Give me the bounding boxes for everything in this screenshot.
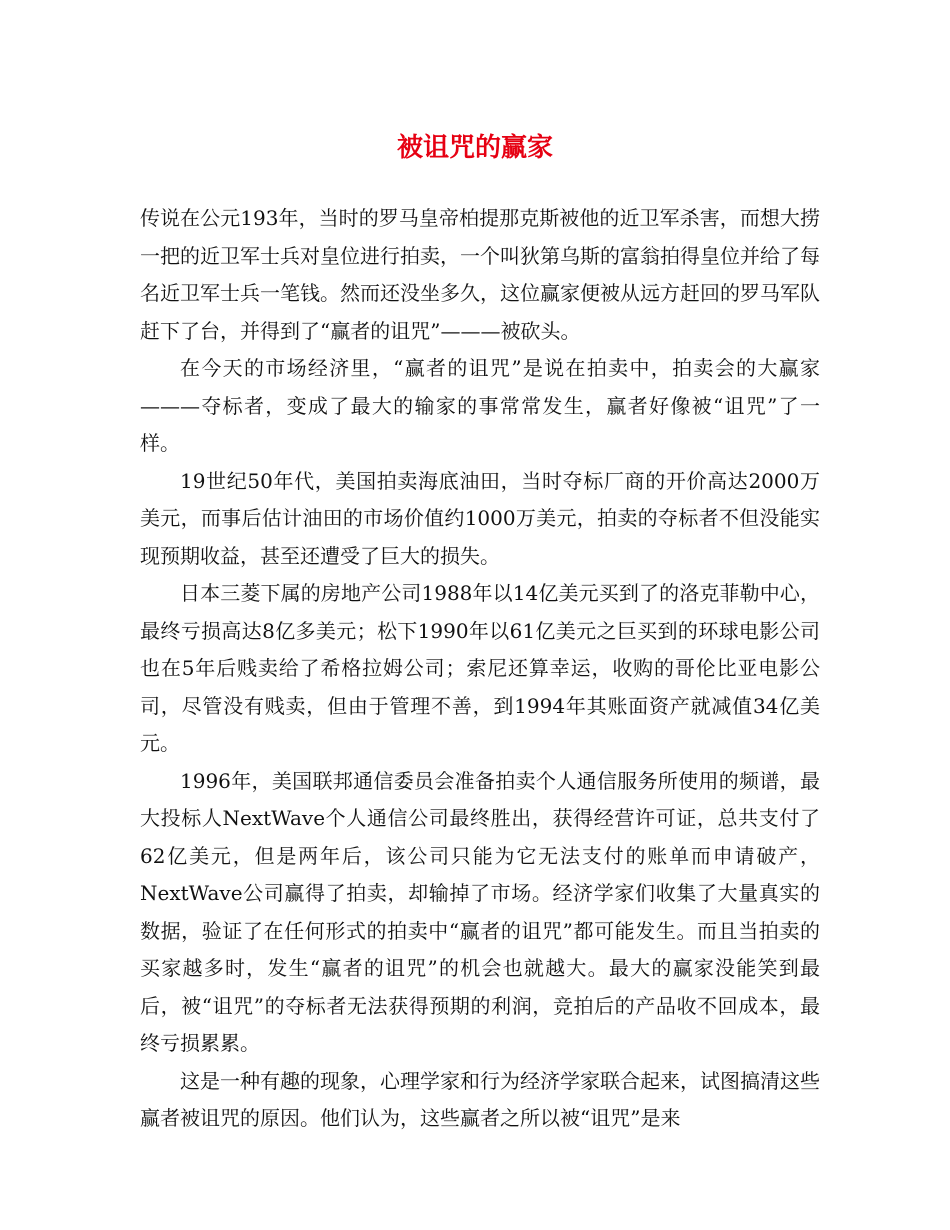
paragraph-6: 这是一种有趣的现象，心理学家和行为经济学家联合起来，试图搞清这些赢者被诅咒的原因。他们认为，这些赢者之所以被“诅咒”是来 xyxy=(140,1068,820,1130)
paragraph-2: 在今天的市场经济里，“赢者的诅咒”是说在拍卖中，拍卖会的大赢家———夺标者，变成了最大的输家的事常常发生，赢者好像被“诅咒”了一样。 xyxy=(140,356,820,455)
paragraph-4: 日本三菱下属的房地产公司1988年以14亿美元买到了的洛克菲勒中心，最终亏损高达8亿多美元；松下1990年以61亿美元之巨买到的环球电影公司也在5年后贱卖给了希格拉姆公司；索尼还算幸运，收购的哥伦比亚电影公司，尽管没有贱卖，但由于管理不善，到1994年其账面资产就减值34亿美元。 xyxy=(140,581,820,755)
document-body xyxy=(140,200,820,1138)
paragraph-3: 19世纪50年代，美国拍卖海底油田，当时夺标厂商的开价高达2000万美元，而事后估计油田的市场价值约1000万美元，拍卖的夺标者不但没能实现预期收益，甚至还遭受了巨大的损失。 xyxy=(140,468,820,568)
paragraph-1: 传说在公元193年，当时的罗马皇帝柏提那克斯被他的近卫军杀害，而想大捞一把的近卫军士兵对皇位进行拍卖，一个叫狄第乌斯的富翁拍得皇位并给了每名近卫军士兵一笔钱。然而还没坐多久，这位赢家便被从远方赶回的罗马军队赶下了台，并得到了“赢者的诅咒”———被砍头。 xyxy=(140,206,820,343)
document-title: 被诅咒的赢家 xyxy=(396,133,553,163)
paragraph-5: 1996年，美国联邦通信委员会准备拍卖个人通信服务所使用的频谱，最大投标人NextWave个人通信公司最终胜出，获得经营许可证，总共支付了62亿美元，但是两年后，该公司只能为它无法支付的账单而申请破产，NextWave公司赢得了拍卖，却输掉了市场。经济学家们收集了大量真实的数据，验证了在任何形式的拍卖中“赢者的诅咒”都可能发生。而且当拍卖的买家越多时，发生“赢者的诅咒”的机会也就越大。最大的赢家没能笑到最后，被“诅咒”的夺标者无法获得预期的利润，竞拍后的产品收不回成本，最终亏损累累。 xyxy=(140,768,820,1055)
